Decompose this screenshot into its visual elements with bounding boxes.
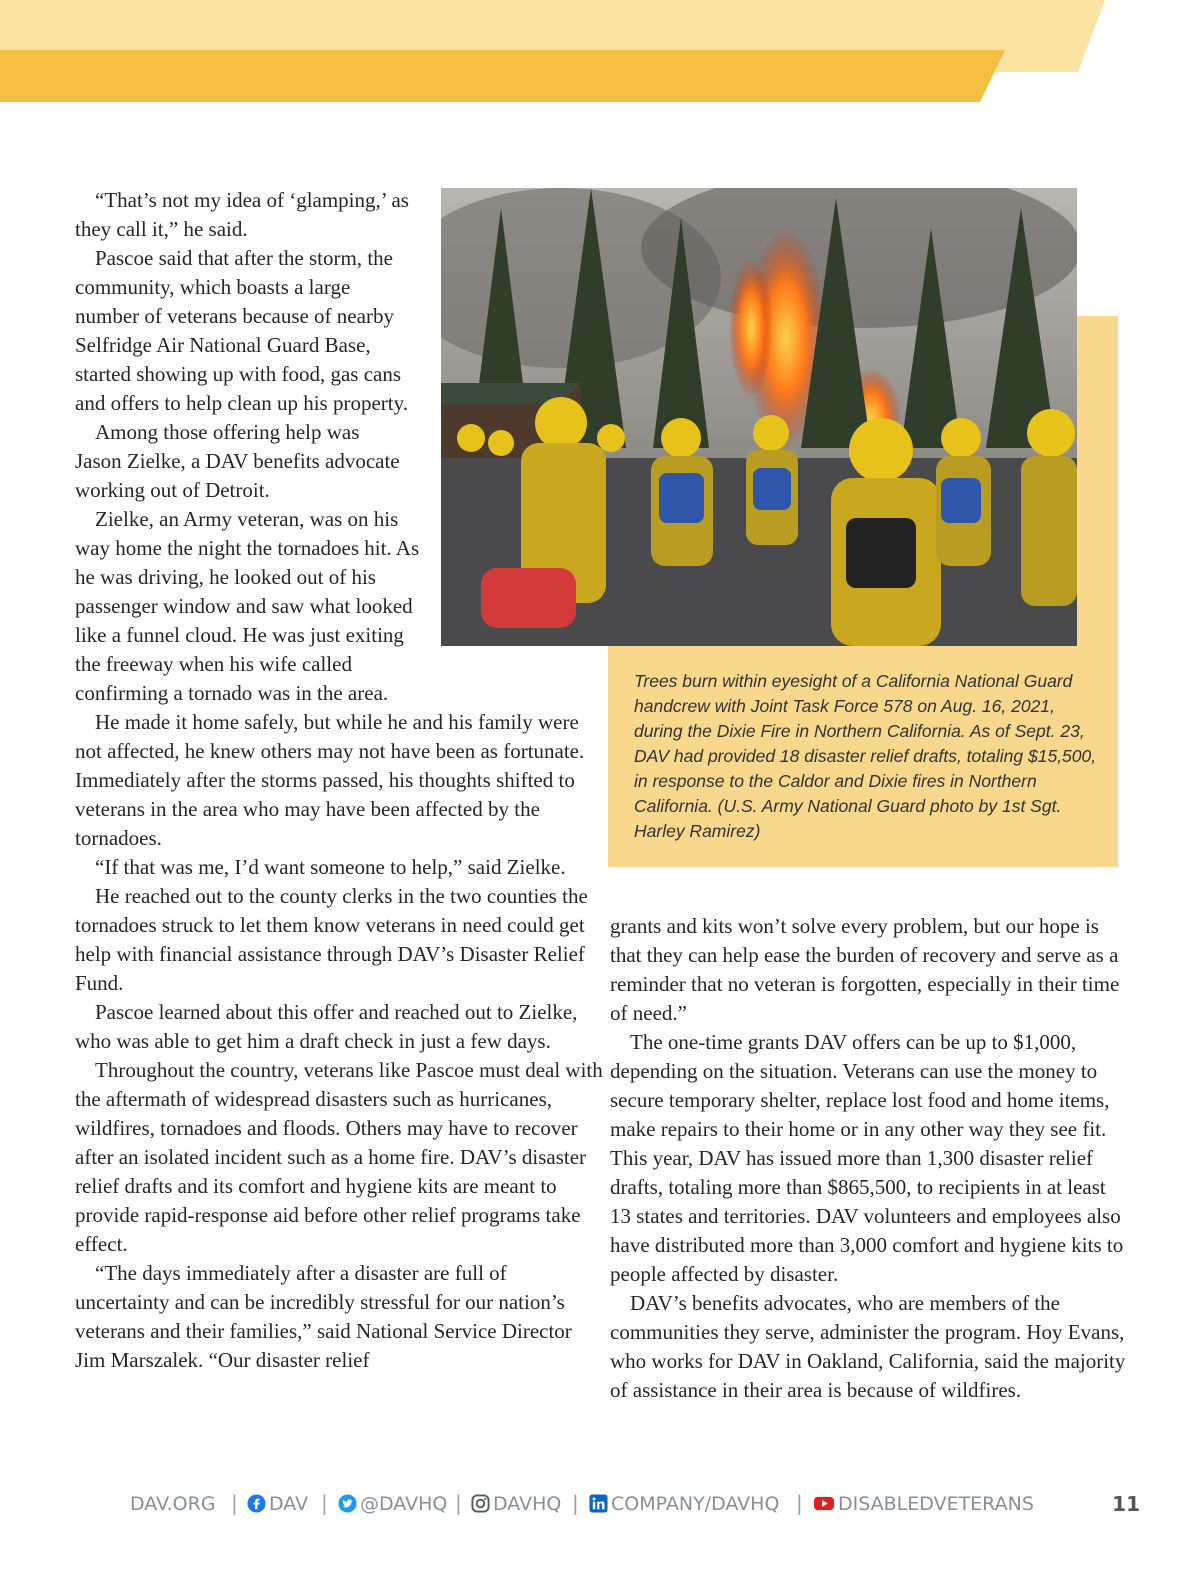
paragraph: Pascoe said that after the storm, the community, which boasts a large number of veterans because of nearby Selfridge Air National Guard Base, started showing up with food, gas cans and offers to help clean up his property.	[75, 246, 408, 415]
linkedin-icon	[589, 1494, 608, 1513]
paragraph: Throughout the country, veterans like Pascoe must deal with the aftermath of widespread disasters such as hurricanes, wildfires, tornadoes and floods. Others may have to recover after an isolated incident such as a home fire. DAV’s disaster relief drafts and its comfort and hygiene kits are meant to provide rapid-response aid before other relief programs take effect.	[75, 1058, 603, 1256]
footer-linkedin-link[interactable]	[589, 1493, 779, 1515]
footer-youtube-link[interactable]	[813, 1493, 1034, 1515]
paragraph: Pascoe learned about this offer and reached out to Zielke, who was able to get him a draft check in just a few days.	[75, 1000, 578, 1053]
footer-divider: |	[455, 1491, 462, 1515]
page-number: 11	[1112, 1492, 1140, 1516]
footer-facebook-label: DAV	[269, 1493, 309, 1515]
paragraph: Zielke, an Army veteran, was on his way home the night the tornadoes hit. As he was driving, he looked out of his passenger window and saw what looked like a funnel cloud. He was just exiting the freeway when his wife called confirming a tornado was in the area.	[75, 507, 420, 705]
footer-instagram-label: DAVHQ	[493, 1493, 562, 1515]
paragraph: “That’s not my idea of ‘glamping,’ as they call it,” he said.	[75, 188, 409, 241]
footer-divider: |	[572, 1491, 579, 1515]
footer-twitter-label: @DAVHQ	[360, 1493, 448, 1515]
facebook-icon	[247, 1494, 266, 1513]
banner-dark-stripe	[0, 50, 1005, 102]
instagram-icon	[471, 1494, 490, 1513]
footer-site-link[interactable]: DAV.ORG	[130, 1493, 216, 1515]
article-column-right	[610, 912, 1130, 1405]
youtube-icon	[813, 1494, 835, 1513]
paragraph: He reached out to the county clerks in the two counties the tornadoes struck to let them know veterans in need could get help with financial assistance through DAV’s Disaster Relief Fund.	[75, 884, 588, 995]
paragraph: “The days immediately after a disaster are full of uncertainty and can be incredibly stressful for our nation’s veterans and their families,” said National Service Director Jim Marszalek. “Our disaster relief	[75, 1261, 572, 1372]
paragraph: The one-time grants DAV offers can be up to $1,000, depending on the situation. Veterans can use the money to secure temporary shelter, replace lost food and home items, make repairs to their home or in any other way they see fit. This year, DAV has issued more than 1,300 disaster relief drafts, totaling more than $865,500, to recipients in at least 13 states and territories. DAV volunteers and employees also have distributed more than 3,000 comfort and hygiene kits to people affected by disaster.	[610, 1030, 1124, 1286]
footer-divider: |	[321, 1491, 328, 1515]
paragraph: grants and kits won’t solve every problem, but our hope is that they can help ease the burden of recovery and serve as a reminder that no veteran is forgotten, especially in their time of need.”	[610, 914, 1120, 1025]
photo-caption: Trees burn within eyesight of a California National Guard handcrew with Joint Task Force 578 on Aug. 16, 2021, during the Dixie Fire in Northern California. As of Sept. 23, DAV had provided 18 disaster relief drafts, totaling $15,500, in response to the Caldor and Dixie fires in Northern California. (U.S. Army National Guard photo by 1st Sgt. Harley Ramirez)	[634, 671, 1097, 841]
footer-facebook-link[interactable]	[247, 1493, 308, 1515]
paragraph: Among those offering help was Jason Zielke, a DAV benefits advocate working out of Detroit.	[75, 420, 400, 502]
paragraph: “If that was me, I’d want someone to help,” said Zielke.	[95, 855, 566, 879]
paragraph: He made it home safely, but while he and his family were not affected, he knew others may not have been as fortunate. Immediately after the storms passed, his thoughts shifted to veterans in the area who may have been affected by the tornadoes.	[75, 710, 585, 850]
page-footer	[0, 1490, 1200, 1522]
footer-divider: |	[231, 1491, 238, 1515]
header-banner	[0, 0, 1200, 105]
paragraph: DAV’s benefits advocates, who are members of the communities they serve, administer the program. Hoy Evans, who works for DAV in Oakland, California, said the majority of assistance in their area is because of wildfires.	[610, 1291, 1126, 1402]
footer-twitter-link[interactable]	[338, 1493, 447, 1515]
article-column-left	[75, 186, 605, 1375]
footer-divider: |	[796, 1491, 803, 1515]
footer-instagram-link[interactable]	[471, 1493, 561, 1515]
twitter-icon	[338, 1494, 357, 1513]
footer-youtube-label: DISABLEDVETERANS	[838, 1493, 1034, 1515]
footer-linkedin-label: COMPANY/DAVHQ	[611, 1493, 780, 1515]
